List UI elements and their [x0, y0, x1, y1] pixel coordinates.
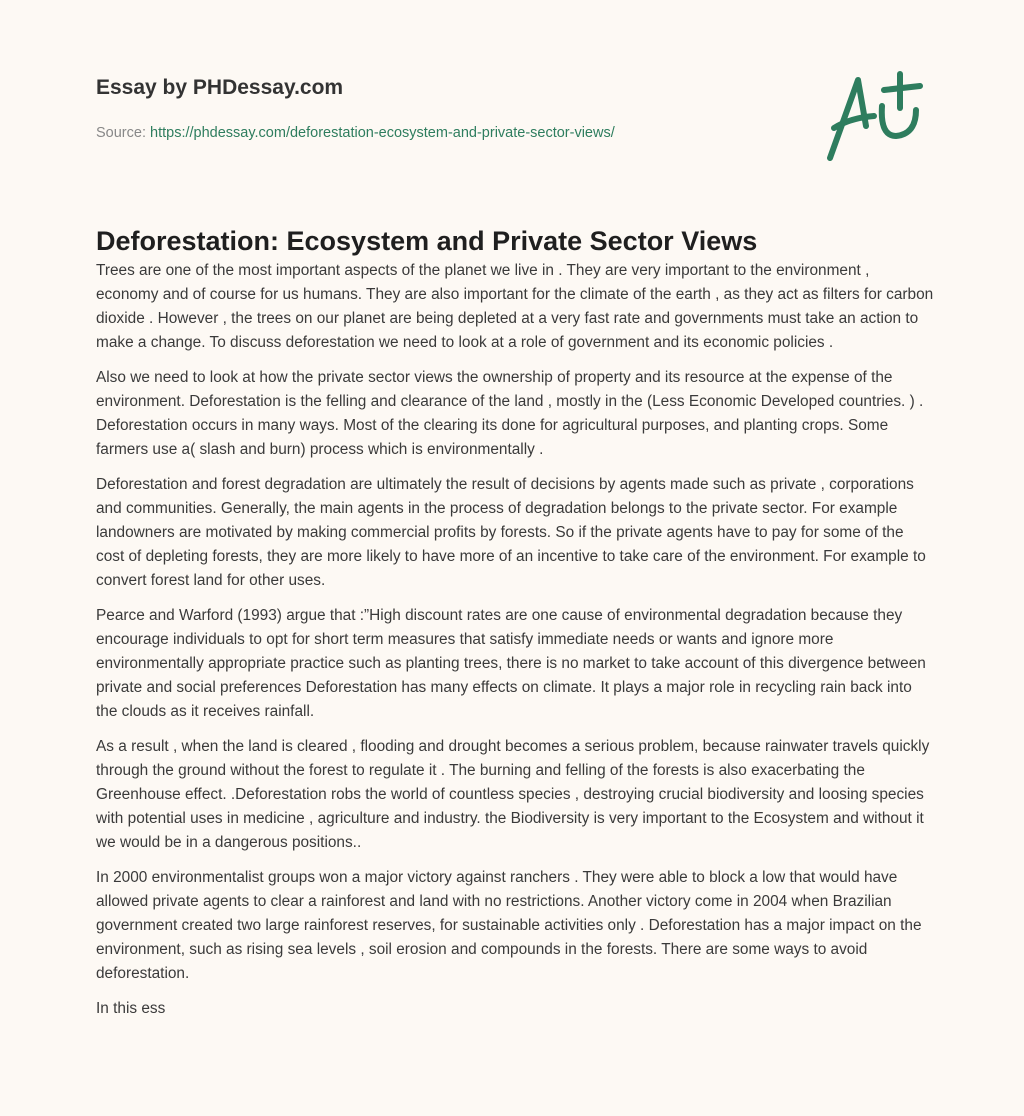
essay-body: [96, 259, 936, 1032]
essay-header: [0, 0, 1024, 190]
paragraph: Trees are one of the most important aspects of the planet we live in . They are very important to the environment , economy and of course for us humans. They are also important for the climate of the earth , as they act as filters for carbon dioxide . However , the trees on our planet are being depleted at a very fast rate and governments must take an action to make a change. To discuss deforestation we need to look at a role of government and its economic policies .: [96, 262, 934, 351]
paragraph: As a result , when the land is cleared , flooding and drought becomes a serious problem, because rainwater travels quickly through the ground without the forest to regulate it . The burning and felling of the forests is also exacerbating the Greenhouse effect. .Deforestation robs the world of countless species , destroying crucial biodiversity and loosing species with potential uses in medicine , agriculture and industry. the Biodiversity is very important to the Ecosystem and without it we would be in a dangerous positions..: [96, 738, 930, 851]
paragraph: In 2000 environmentalist groups won a major victory against ranchers . They were able to block a low that would have allowed private agents to clear a rainforest and land with no restrictions. Another victory come in 2004 when Brazilian government created two large rainforest reserves, for sustainable activities only . Deforestation has a major impact on the environment, such as rising sea levels , soil erosion and compounds in the forests. There are some ways to avoid deforestation.: [96, 869, 922, 982]
paragraph: Deforestation and forest degradation are ultimately the result of decisions by agents made such as private , corporations and communities. Generally, the main agents in the process of degradation belongs to the private sector. For example landowners are motivated by making commercial profits by forests. So if the private agents have to pay for some of the cost of depleting forests, they are more likely to have more of an incentive to take care of the environment. For example to convert forest land for other uses.: [96, 476, 926, 589]
paragraph: Also we need to look at how the private sector views the ownership of property and its resource at the expense of the environment. Deforestation is the felling and clearance of the land , mostly in the (Less Economic Developed countries. ) . Deforestation occurs in many ways. Most of the clearing its done for agricultural purposes, and planting crops. Some farmers use a( slash and burn) process which is environmentally .: [96, 369, 924, 458]
source-line: [96, 125, 615, 141]
source-label: Source:: [96, 125, 146, 141]
a-plus-logo-icon: [820, 66, 930, 166]
source-link[interactable]: https://phdessay.com/deforestation-ecosystem-and-private-sector-views/: [150, 125, 615, 141]
paragraph: Pearce and Warford (1993) argue that :”High discount rates are one cause of environmental degradation because they encourage individuals to opt for short term measures that satisfy immediate needs or wants and ignore more environmentally appropriate practice such as planting trees, there is no market to take account of this divergence between private and social preferences Deforestation has many effects on climate. It plays a major role in recycling rain back into the clouds as it receives rainfall.: [96, 607, 926, 720]
paragraph: In this ess: [96, 1000, 166, 1017]
essay-title: Deforestation: Ecosystem and Private Sector Views: [96, 226, 758, 256]
brand-title: Essay by PHDessay.com: [96, 76, 344, 99]
